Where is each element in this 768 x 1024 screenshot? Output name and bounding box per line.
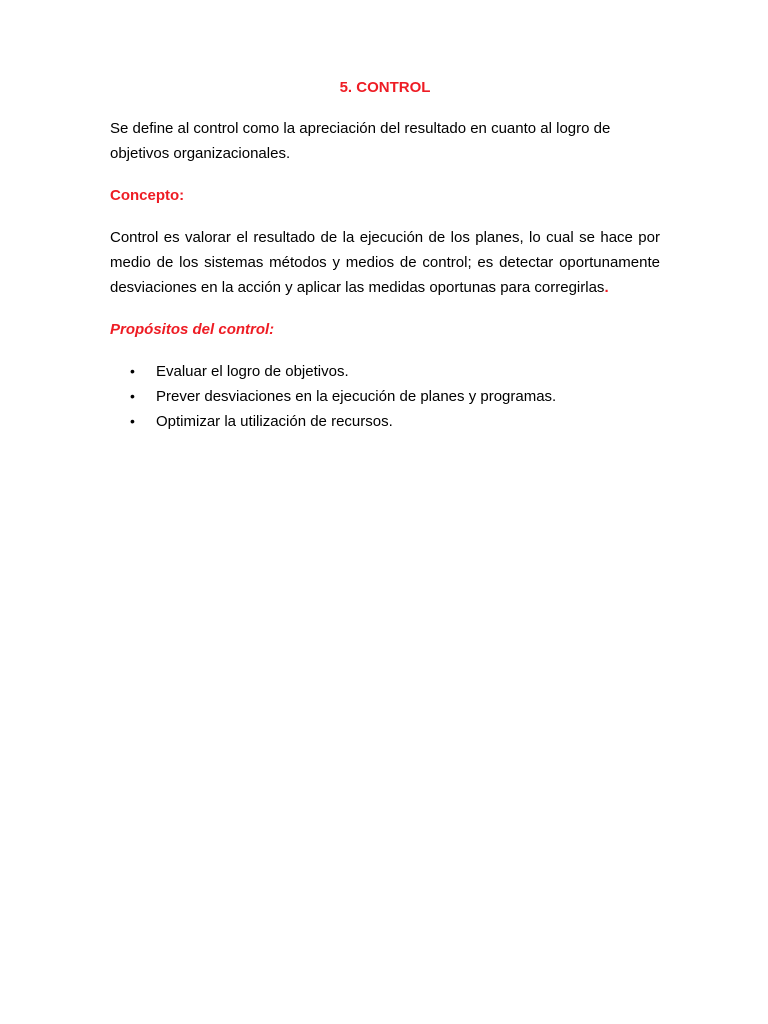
list-item <box>110 409 660 434</box>
concept-end-mark: . <box>604 279 609 296</box>
concept-text: Control es valorar el resultado de la ejecución de los planes, lo cual se hace por medio de los sistemas métodos y medios de control; es detectar oportunamente desviaciones en la acción y aplicar las medidas oportunas para corregirlas <box>110 229 660 296</box>
list-item-text: Prever desviaciones en la ejecución de planes y programas. <box>156 388 557 405</box>
bullet-icon: • <box>130 388 135 404</box>
list-item-text: Optimizar la utilización de recursos. <box>156 413 393 430</box>
list-item-text: Evaluar el logro de objetivos. <box>156 363 349 380</box>
concept-paragraph <box>110 225 660 300</box>
purposes-heading: Propósitos del control: <box>110 321 275 338</box>
intro-paragraph: Se define al control como la apreciación del resultado en cuanto al logro de objetivos organizacionales. <box>110 120 611 162</box>
list-item <box>110 384 660 409</box>
list-item <box>110 359 660 384</box>
purposes-list <box>110 359 660 434</box>
bullet-icon: • <box>130 413 135 429</box>
bullet-icon: • <box>130 363 135 379</box>
section-title: 5. CONTROL <box>339 79 431 96</box>
document-body <box>110 78 660 434</box>
concept-heading: Concepto: <box>110 187 185 204</box>
